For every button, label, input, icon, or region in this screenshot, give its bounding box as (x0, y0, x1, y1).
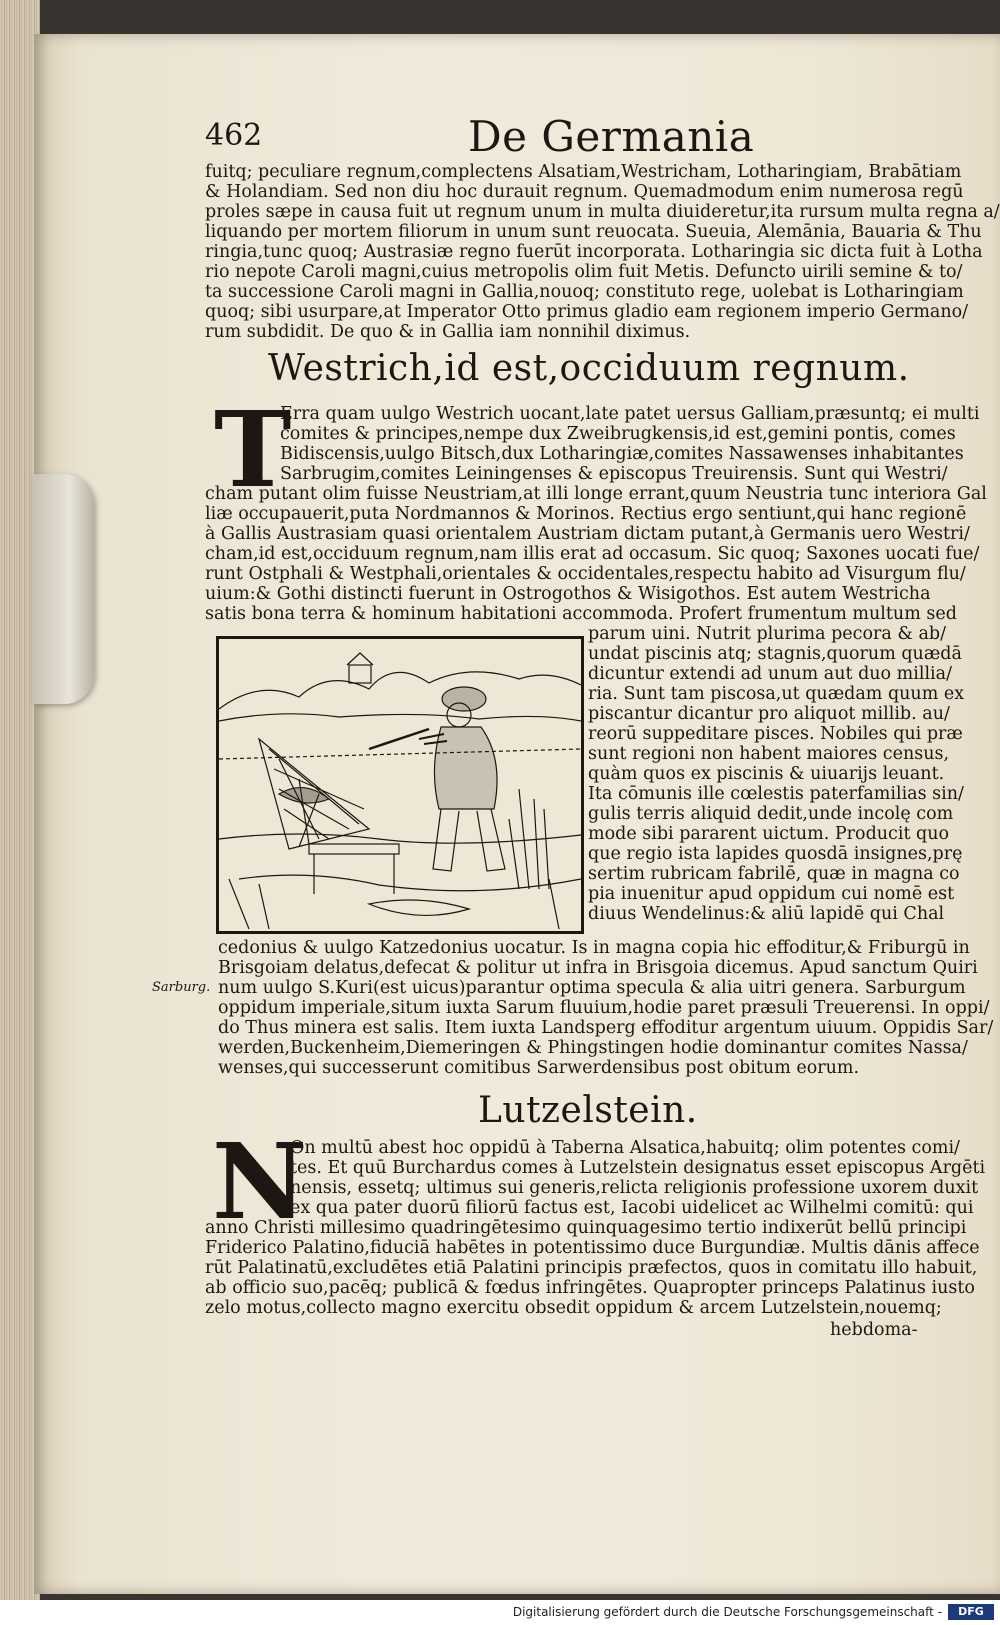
text-line: wenses,qui successerunt comitibus Sarwerdensibus post obitum eorum. (218, 1058, 860, 1078)
text-line: sertim rubricam fabrilē, quæ in magna co (588, 864, 960, 884)
text-line: Sarbrugim,comites Leiningenses & episcopus Treuirensis. Sunt qui Westri/ (280, 464, 948, 484)
text-line: parum uini. Nutrit plurima pecora & ab/ (588, 624, 947, 644)
text-line: sunt regioni non habent maiores census, (588, 744, 950, 764)
text-line: cedonius & uulgo Katzedonius uocatur. Is in magna copia hic effoditur,& Friburgū in (218, 938, 970, 958)
text-line: rum subdidit. De quo & in Gallia iam nonnihil diximus. (205, 322, 691, 342)
text-line: comites & principes,nempe dux Zweibrugkensis,id est,gemini pontis, comes (280, 424, 956, 444)
text-line: mode sibi pararent uictum. Producit quo (588, 824, 950, 844)
text-line: pia inuenitur apud oppidum cui nomē est (588, 884, 955, 904)
westrich-paragraph-indented (280, 404, 980, 484)
text-line: liquando per mortem filiorum in unum sunt reuocata. Sueuia, Alemānia, Bauaria & Thu (205, 222, 982, 242)
lutzelstein-paragraph (205, 1218, 980, 1318)
text-line: reorū suppeditare pisces. Nobiles qui præ (588, 724, 963, 744)
text-line: fuitq; peculiare regnum,complectens Alsatiam,Westricham, Lotharingiam, Brabātiam (205, 162, 962, 182)
dropcap-t: T (214, 388, 292, 511)
text-line: ab officio suo,pacēq; publicā & fœdus infringētes. Quapropter princeps Palatinus iusto (205, 1278, 975, 1298)
text-line: Friderico Palatino,fiduciā habētes in potentissimo duce Burgundiæ. Multis dānis affece (205, 1238, 980, 1258)
woodcut-fisherman-illustration (216, 636, 584, 934)
text-line: à Gallis Austrasiam quasi orientalem Austriam dictam putant,à Germanis uero Westri/ (205, 524, 970, 544)
text-line: oppidum imperiale,situm iuxta Sarum fluuium,hodie paret præsuli Treuerensi. In oppi/ (218, 998, 990, 1018)
text-line: On multū abest hoc oppidū à Taberna Alsatica,habuitq; olim potentes comi/ (290, 1138, 960, 1158)
text-line: num uulgo S.Kuri(est uicus)parantur optima specula & alia uitri genera. Sarburgum (218, 978, 966, 998)
text-line: runt Ostphali & Westphali,orientales & occidentales,respectu habito ad Visurgum flu/ (205, 564, 966, 584)
folio-number: 462 (205, 118, 263, 153)
marginal-note-sarburg: Sarburg. (152, 980, 211, 995)
text-line: cham putant olim fuisse Neustriam,at illi longe errant,quum Neustria tunc interiora Gal (205, 484, 987, 504)
text-line: anno Christi millesimo quadringētesimo quinquagesimo tertio indixerūt bellū principi (205, 1218, 967, 1238)
dropcap-n: N (212, 1120, 308, 1243)
digitization-footer (0, 1600, 1000, 1625)
text-line: rūt Palatinatū,excludētes etiā Palatini principis præfectos, quos in comitatu illo habuit, (205, 1258, 978, 1278)
section-heading-lutzelstein: Lutzelstein. (478, 1090, 698, 1131)
text-line: satis bona terra & hominum habitationi accommoda. Profert frumentum multum sed (205, 604, 957, 624)
section-heading-westrich: Westrich,id est,occiduum regnum. (268, 348, 910, 389)
westrich-paragraph (205, 484, 987, 624)
text-line: ex qua pater duorū filiorū factus est, Iacobi uidelicet ac Wilhelmi comitū: qui (290, 1198, 974, 1218)
text-line: rio nepote Caroli magni,cuius metropolis olim fuit Metis. Defuncto uirili semine & to/ (205, 262, 963, 282)
text-line: proles sæpe in causa fuit ut regnum unum in multa diuideretur,ita rursum multa regna a/ (205, 202, 1000, 222)
text-line: ta successione Caroli magni in Gallia,nouoq; constituto rege, uolebat is Lotharingiam (205, 282, 964, 302)
text-line: quoq; sibi usurpare,at Imperator Otto primus gladio eam regionem imperio Germano/ (205, 302, 969, 322)
text-line: quàm quos ex piscinis & uiuarijs leuant. (588, 764, 945, 784)
westrich-paragraph-beside-image (588, 624, 965, 924)
page-clip (34, 474, 94, 704)
text-line: ria. Sunt tam piscosa,ut quædam quum ex (588, 684, 965, 704)
text-line: Bidiscensis,uulgo Bitsch,dux Lotharingiæ,comites Nassawenses inhabitantes (280, 444, 964, 464)
text-line: Erra quam uulgo Westrich uocant,late patet uersus Galliam,præsuntq; ei multi (280, 404, 980, 424)
catchword: hebdoma- (830, 1320, 918, 1340)
text-line: do Thus minera est salis. Item iuxta Landsperg effoditur argentum uiuum. Oppidis Sar/ (218, 1018, 994, 1038)
lutzelstein-paragraph-indented (290, 1138, 986, 1218)
text-line: zelo motus,collecto magno exercitu obsedit oppidum & arcem Lutzelstein,nouemq; (205, 1298, 942, 1318)
text-line: uium:& Gothi distincti fuerunt in Ostrogothos & Wisigothos. Est autem Westricha (205, 584, 931, 604)
text-line: Ita cōmunis ille cœlestis paterfamilias sin/ (588, 784, 964, 804)
text-line: ringia,tunc quoq; Austrasiæ regno fuerūt incorporata. Lotharingia sic dicta fuit à Lotha (205, 242, 983, 262)
text-line: gulis terris aliquid dedit,unde incolę com (588, 804, 954, 824)
text-line: Brisgoiam delatus,defecat & politur ut infra in Brisgoia dicemus. Apud sanctum Quiri (218, 958, 978, 978)
text-line: liæ occupauerit,puta Nordmannos & Morinos. Rectius ergo sentiunt,qui hanc regionē (205, 504, 967, 524)
dfg-logo-badge: DFG (948, 1604, 994, 1620)
text-line: undat piscinis atq; stagnis,quorum quædā (588, 644, 962, 664)
intro-paragraph (205, 162, 1000, 342)
footer-credit-text: Digitalisierung gefördert durch die Deutsche Forschungsgemeinschaft - (512, 1605, 942, 1619)
text-line: nensis, essetq; ultimus sui generis,relicta religionis professione uxorem duxit (290, 1178, 979, 1198)
text-line: piscantur dicantur pro aliquot millib. au/ (588, 704, 950, 724)
text-line: dicuntur extendi ad unum aut duo millia/ (588, 664, 952, 684)
running-head: De Germania (468, 112, 755, 161)
woodcut-drawing (219, 639, 581, 931)
text-line: diuus Wendelinus:& aliū lapidē qui Chal (588, 904, 945, 924)
text-line: que regio ista lapides quosdā insignes,prę (588, 844, 963, 864)
text-line: werden,Buckenheim,Diemeringen & Phingstingen hodie dominantur comites Nassa/ (218, 1038, 968, 1058)
text-line: cham,id est,occiduum regnum,nam illis erat ad occasum. Sic quoq; Saxones uocati fue/ (205, 544, 980, 564)
text-line: & Holandiam. Sed non diu hoc durauit regnum. Quemadmodum enim numerosa regū (205, 182, 964, 202)
text-line: tes. Et quū Burchardus comes à Lutzelstein designatus esset episcopus Argēti (290, 1158, 986, 1178)
westrich-paragraph-after-image (218, 938, 994, 1078)
